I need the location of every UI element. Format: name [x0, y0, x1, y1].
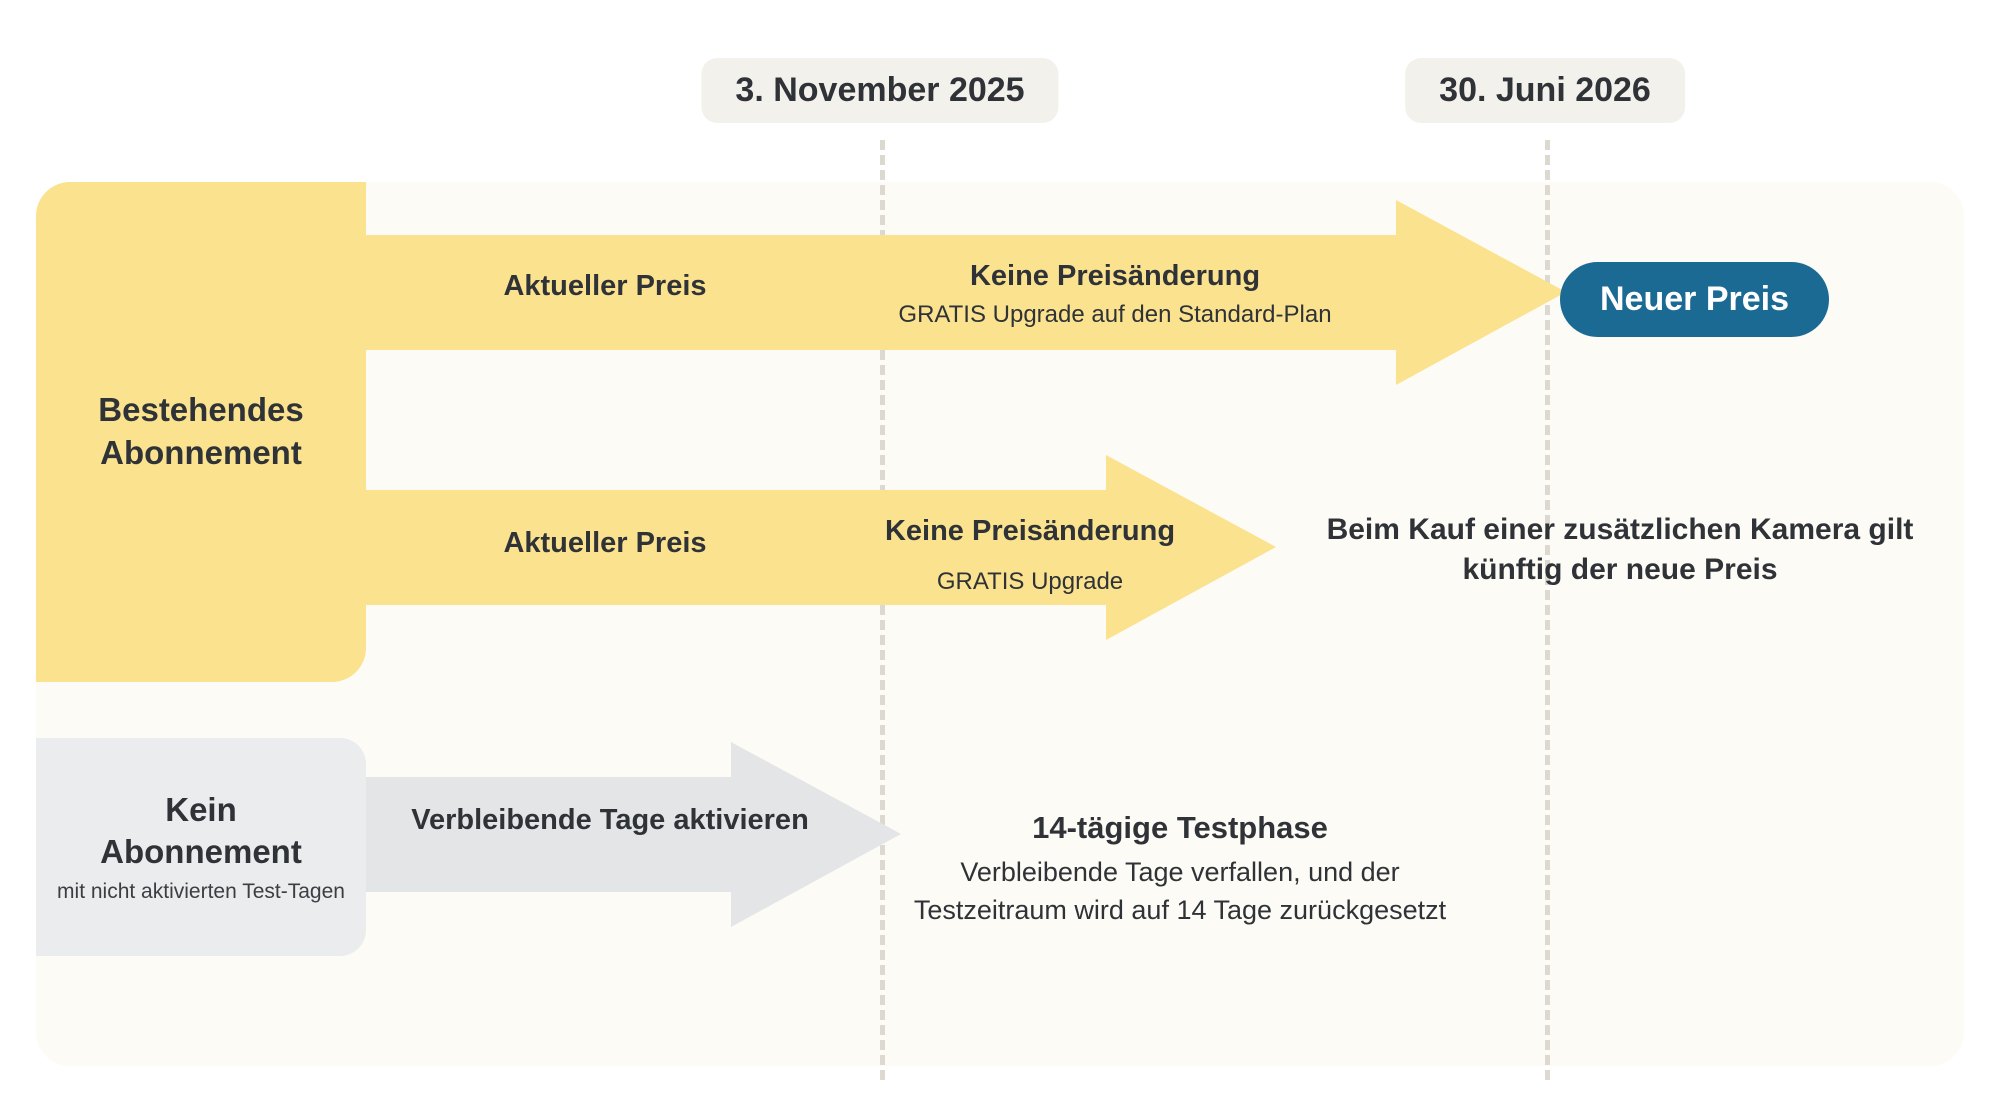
- timeline-date-pill-1: 3. November 2025: [701, 58, 1058, 123]
- label-middle-no-price-change: Keine Preisänderung: [884, 515, 1176, 547]
- note-trial-period: [900, 808, 1460, 929]
- label-top-free-upgrade: GRATIS Upgrade auf den Standard-Plan: [898, 301, 1332, 328]
- label-top-current-price: Aktueller Preis: [503, 270, 707, 302]
- label-top-no-price-change: Keine Preisänderung: [969, 260, 1261, 292]
- badge-new-price: Neuer Preis: [1560, 262, 1829, 337]
- row-label-no-subscription: [36, 738, 366, 956]
- row-label-existing-subscription-text: [98, 389, 303, 475]
- existing-label-line2: Abonnement: [100, 434, 302, 471]
- no-subscription-sublabel: mit nicht aktivierten Test-Tagen: [57, 879, 345, 903]
- label-bottom-activate-remaining-days: Verbleibende Tage aktivieren: [411, 804, 809, 836]
- note-trial-title: 14-tägige Testphase: [1032, 810, 1328, 845]
- none-label-line1: Kein: [165, 791, 237, 829]
- none-label-line2: Abonnement: [100, 833, 302, 871]
- label-middle-current-price: Aktueller Preis: [503, 527, 707, 559]
- existing-label-line1: Bestehendes: [98, 391, 304, 429]
- note-trial-body: Verbleibende Tage verfallen, und der Testzeitraum wird auf 14 Tage zurückgesetzt: [913, 857, 1447, 925]
- row-label-existing-subscription: [36, 182, 366, 682]
- note-extra-camera: Beim Kauf einer zusätzlichen Kamera gilt künftig der neue Preis: [1326, 513, 1914, 586]
- no-subscription-label-text: [100, 789, 302, 873]
- label-middle-free-upgrade: GRATIS Upgrade: [936, 568, 1124, 595]
- timeline-date-pill-2: 30. Juni 2026: [1405, 58, 1685, 123]
